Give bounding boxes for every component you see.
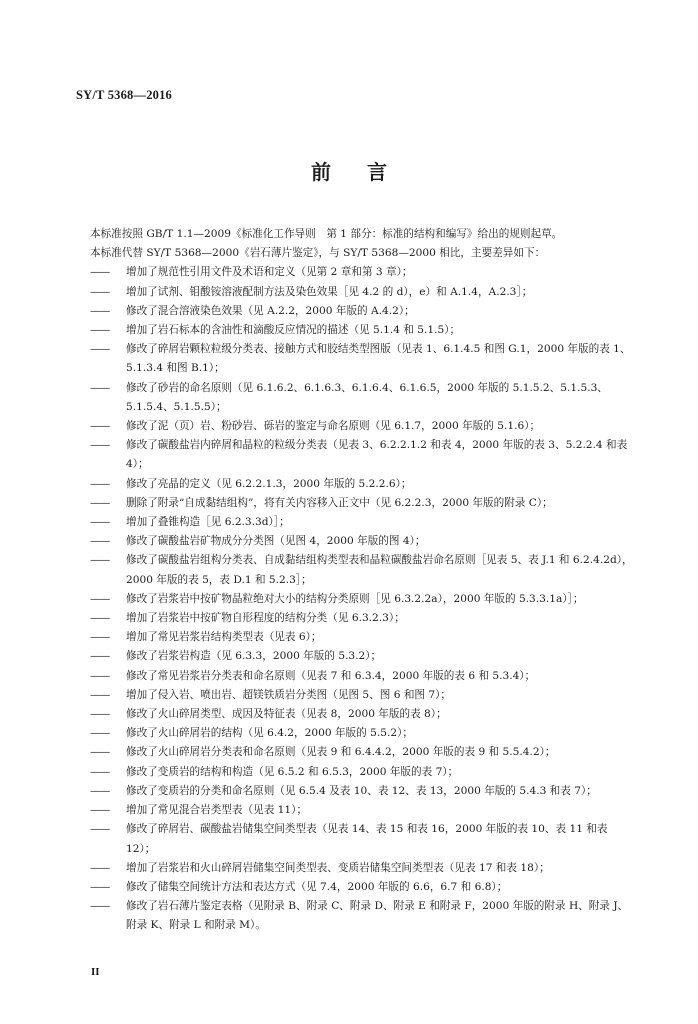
change-list-item-text: 修改了碎屑岩、碳酸盐岩储集空间类型表（见表 14、表 15 和表 16，2000 年版的表 10、表 11 和表 12）； — [126, 823, 608, 855]
change-list-item — [90, 686, 638, 705]
change-list-item — [90, 897, 638, 935]
list-dash: —— — [90, 343, 110, 356]
change-list-item-text: 增加了常见混合岩类型表（见表 11）； — [126, 804, 308, 817]
change-list-item-text: 增加了常见岩浆岩结构类型表（见表 6）； — [126, 631, 322, 644]
change-list-item — [90, 743, 638, 762]
change-list-item — [90, 820, 638, 858]
change-list-item-text: 增加了规范性引用文件及术语和定义（见第 2 章和第 3 章）； — [126, 266, 413, 279]
change-list-item-text: 修改了岩石薄片鉴定表格（见附录 B、附录 C、附录 D、附录 E 和附录 F，2000 年版的附录 H、附录 J、附录 K、附录 L 和附录 M）。 — [126, 900, 629, 932]
list-dash: —— — [90, 285, 110, 298]
change-list-item — [90, 859, 638, 878]
intro-paragraph-2: 本标准代替 SY/T 5368—2000《岩石薄片鉴定》，与 SY/T 5368—2000 相比，主要差异如下： — [90, 247, 546, 260]
list-dash: —— — [90, 516, 110, 529]
change-list-item — [90, 302, 638, 321]
change-list-item-text: 删除了附录“自成黏结组构”，将有关内容移入正文中（见 6.2.2.3，2000 年版的附录 C）； — [126, 496, 553, 509]
change-list-item-text: 修改了储集空间统计方法和表达方式（见 7.4，2000 年版的 6.6，6.7 和 6.8）； — [126, 880, 508, 893]
change-list-item-text: 修改了混合溶液染色效果（见 A.2.2，2000 年版的 A.4.2）； — [126, 304, 415, 317]
change-list-item — [90, 763, 638, 782]
change-list-item — [90, 667, 638, 686]
list-dash: —— — [90, 420, 110, 433]
change-list-item-text: 修改了砂岩的命名原则（见 6.1.6.2、6.1.6.3、6.1.6.4、6.1.6.5，2000 年版的 5.1.5.2、5.1.5.3、5.1.5.4、5.1.5.5）； — [126, 381, 608, 413]
change-list-item — [90, 283, 638, 302]
change-list-item-text: 增加了叠锥构造［见 6.2.3.3d）］； — [126, 516, 290, 529]
change-list-item — [90, 724, 638, 743]
change-list-item-text: 修改了变质岩的分类和命名原则（见 6.5.4 及表 10、表 12、表 13，2000 年版的 5.4.3 和表 7）； — [126, 784, 597, 797]
list-dash: —— — [90, 708, 110, 721]
change-list-item — [90, 494, 638, 513]
list-dash: —— — [90, 823, 110, 836]
change-list-item-text: 修改了岩浆岩构造（见 6.3.3，2000 年版的 5.3.2）； — [126, 650, 382, 663]
list-dash: —— — [90, 381, 110, 394]
change-list-item-text: 修改了变质岩的结构和构造（见 6.5.2 和 6.5.3，2000 年版的表 7）； — [126, 765, 459, 778]
list-dash: —— — [90, 439, 110, 452]
change-list-item — [90, 782, 638, 801]
change-list-item-text: 修改了岩浆岩中按矿物晶粒绝对大小的结构分类原则［见 6.3.2.2a），2000 年版的 5.3.3.1a）］； — [126, 592, 584, 605]
change-list-item — [90, 801, 638, 820]
change-list-item — [90, 532, 638, 551]
change-list — [90, 263, 638, 935]
change-list-item-text: 修改了碳酸盐岩内碎屑和晶粒的粒级分类表（见表 3、6.2.2.1.2 和表 4，2000 年版的表 3、5.2.2.4 和表 4）； — [126, 439, 628, 471]
change-list-item-text: 修改了泥（页）岩、粉砂岩、砾岩的鉴定与命名原则（见 6.1.7，2000 年版的 5.1.6）； — [126, 420, 541, 433]
list-dash: —— — [90, 304, 110, 317]
change-list-item — [90, 878, 638, 897]
change-list-item-text: 修改了常见岩浆岩分类表和命名原则（见表 7 和 6.3.4，2000 年版的表 6 和 5.3.4）； — [126, 669, 536, 682]
intro-paragraph-1: 本标准按照 GB/T 1.1—2009《标准化工作导则 第 1 部分：标准的结构和编写》给出的规则起草。 — [90, 228, 563, 240]
change-list-item — [90, 590, 638, 609]
change-list-item — [90, 379, 638, 417]
change-list-item-text: 修改了火山碎屑岩的结构（见 6.4.2，2000 年版的 5.5.2）； — [126, 727, 413, 740]
list-dash: —— — [90, 688, 110, 701]
change-list-item-text: 修改了碳酸盐岩组构分类表、自成黏结组构类型表和晶粒碳酸盐岩命名原则［见表 5、表 J.1 和 6.2.4.2d），2000 年版的表 5，表 D.1 和 5.2.3］； — [126, 554, 633, 586]
change-list-item — [90, 475, 638, 494]
change-list-item-text: 增加了岩浆岩中按矿物自形程度的结构分类（见 6.3.2.3）； — [126, 612, 405, 625]
list-dash: —— — [90, 861, 110, 874]
list-dash: —— — [90, 496, 110, 509]
change-list-item — [90, 436, 638, 474]
title-char-1: 前 — [311, 160, 331, 184]
list-dash: —— — [90, 650, 110, 663]
change-list-item — [90, 340, 638, 378]
change-list-item — [90, 513, 638, 532]
change-list-item-text: 增加了岩石标本的含油性和滴酸反应情况的描述（见 5.1.4 和 5.1.5）； — [126, 324, 461, 337]
list-dash: —— — [90, 612, 110, 625]
change-list-item — [90, 628, 638, 647]
change-list-item — [90, 321, 638, 340]
list-dash: —— — [90, 784, 110, 797]
list-dash: —— — [90, 631, 110, 644]
title-char-2: 言 — [367, 160, 387, 184]
change-list-item-text: 修改了火山碎屑岩分类表和命名原则（见表 9 和 6.4.4.2，2000 年版的表 9 和 5.5.4.2）； — [126, 746, 556, 759]
change-list-item-text: 增加了侵入岩、喷出岩、超镁铁质岩分类图（见图 5、图 6 和图 7）； — [126, 688, 452, 701]
list-dash: —— — [90, 727, 110, 740]
change-list-item-text: 增加了试剂、钼酸铵溶液配制方法及染色效果［见 4.2 的 d），e）和 A.1.4，A.2.3］； — [126, 285, 533, 298]
list-dash: —— — [90, 266, 110, 279]
page-number: II — [91, 966, 100, 978]
standard-code-header: SY/T 5368—2016 — [76, 88, 172, 102]
change-list-item — [90, 551, 638, 589]
list-dash: —— — [90, 765, 110, 778]
foreword-body — [90, 225, 638, 936]
change-list-item — [90, 705, 638, 724]
list-dash: —— — [90, 669, 110, 682]
list-dash: —— — [90, 535, 110, 548]
list-dash: —— — [90, 900, 110, 913]
list-dash: —— — [90, 477, 110, 490]
list-dash: —— — [90, 746, 110, 759]
change-list-item-text: 修改了碳酸盐岩矿物成分分类图（见图 4，2000 年版的图 4）； — [126, 535, 426, 548]
list-dash: —— — [90, 592, 110, 605]
change-list-item — [90, 263, 638, 282]
list-dash: —— — [90, 554, 110, 567]
page-title — [0, 156, 698, 185]
list-dash: —— — [90, 804, 110, 817]
change-list-item — [90, 647, 638, 666]
change-list-item-text: 修改了碎屑岩颗粒粒级分类表、接触方式和胶结类型图版（见表 1、6.1.4.5 和图 G.1，2000 年版的表 1、5.1.3.4 和图 B.1）； — [126, 343, 631, 375]
change-list-item-text: 修改了火山碎屑类型、成因及特征表（见表 8，2000 年版的表 8）； — [126, 708, 447, 721]
change-list-item — [90, 417, 638, 436]
change-list-item-text: 修改了亮晶的定义（见 6.2.2.1.3，2000 年版的 5.2.2.6）； — [126, 477, 412, 490]
change-list-item — [90, 609, 638, 628]
change-list-item-text: 增加了岩浆岩和火山碎屑岩储集空间类型表、变质岩储集空间类型表（见表 17 和表 18）； — [126, 861, 550, 874]
list-dash: —— — [90, 324, 110, 337]
list-dash: —— — [90, 880, 110, 893]
